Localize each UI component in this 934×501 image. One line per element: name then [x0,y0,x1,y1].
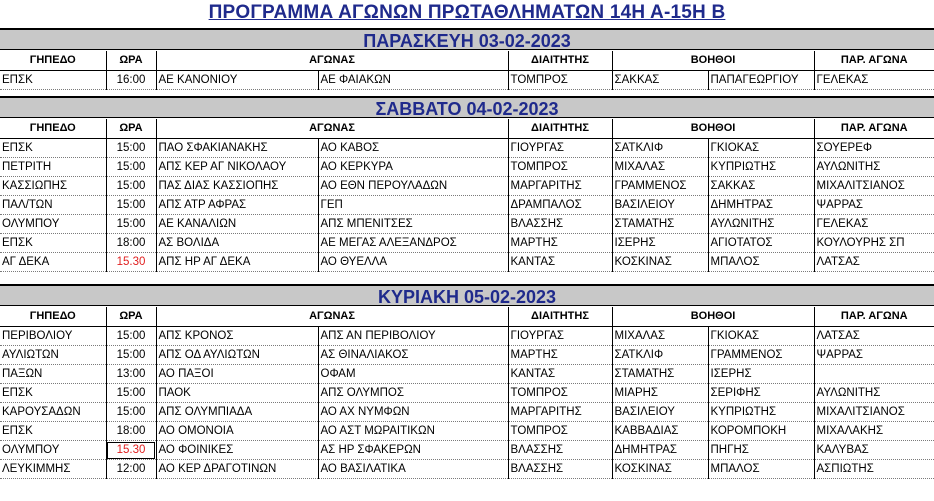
referee-cell: ΓΙΟΥΡΓΑΣ [508,326,612,345]
assistant2-cell: ΙΣΕΡΗΣ [708,364,814,383]
assistant2-cell: ΣΕΡΙΦΗΣ [708,383,814,402]
home-team-cell: ΠΑΣ ΔΙΑΣ ΚΑΣΣΙΟΠΗΣ [156,176,318,195]
referee-cell: ΜΑΡΤΗΣ [508,234,612,253]
observer-cell: ΛΑΤΣΑΣ [814,326,934,345]
home-team-cell: ΑΠΣ ΚΕΡ ΑΓ ΝΙΚΟΛΑΟΥ [156,157,318,176]
referee-cell: ΤΟΜΠΡΟΣ [508,422,612,441]
header-match: ΑΓΩΝΑΣ [156,307,508,326]
time-cell: 18:00 [106,234,156,253]
header-observer: ΠΑΡ. ΑΓΩΝΑ [814,119,934,138]
referee-cell: ΜΑΡΓΑΡΙΤΗΣ [508,402,612,421]
away-team-cell: ΑΟ ΒΑΣΙΛΑΤΙΚΑ [318,460,508,479]
observer-cell: ΨΑΡΡΑΣ [814,345,934,364]
home-team-cell: ΑΠΣ ΗΡ ΑΓ ΔΕΚΑ [156,253,318,272]
header-referee: ΔΙΑΙΤΗΤΗΣ [508,51,612,70]
away-team-cell: ΑΟ ΚΑΒΟΣ [318,138,508,157]
assistant1-cell: ΜΙΧΑΛΑΣ [612,326,708,345]
header-observer: ΠΑΡ. ΑΓΩΝΑ [814,51,934,70]
observer-cell: ΚΑΛΥΒΑΣ [814,441,934,460]
header-assistants: ΒΟΗΘΟΙ [612,51,814,70]
referee-cell: ΒΛΑΣΣΗΣ [508,214,612,233]
referee-cell: ΤΟΜΠΡΟΣ [508,157,612,176]
match-table [0,119,934,272]
venue-cell: ΕΠΣΚ [0,70,106,89]
match-row [0,460,934,479]
match-row [0,253,934,272]
time-cell: 13:00 [106,364,156,383]
assistant1-cell: ΒΑΣΙΛΕΙΟΥ [612,195,708,214]
home-team-cell: ΑΕ ΚΑΝΟΝΙΟΥ [156,70,318,89]
assistant2-cell: ΠΑΠΑΓΕΩΡΓΙΟΥ [708,70,814,89]
observer-cell: ΨΑΡΡΑΣ [814,195,934,214]
header-venue: ΓΗΠΕΔΟ [0,307,106,326]
time-cell: 15:00 [106,214,156,233]
venue-cell: ΟΛΥΜΠΟΥ [0,441,106,460]
away-team-cell: ΑΠΣ ΑΝ ΠΕΡΙΒΟΛΙΟΥ [318,326,508,345]
venue-cell: ΕΠΣΚ [0,383,106,402]
match-row [0,195,934,214]
assistant1-cell: ΙΣΕΡΗΣ [612,234,708,253]
time-cell: 15:00 [106,195,156,214]
match-row [0,70,934,89]
match-row [0,214,934,233]
referee-cell: ΒΛΑΣΣΗΣ [508,441,612,460]
observer-cell: ΛΑΤΣΑΣ [814,253,934,272]
assistant1-cell: ΚΟΣΚΙΝΑΣ [612,460,708,479]
match-table [0,307,934,479]
assistant2-cell: ΚΥΠΡΙΩΤΗΣ [708,402,814,421]
home-team-cell: ΑΠΣ ΑΤΡ ΑΦΡΑΣ [156,195,318,214]
assistant2-cell: ΓΚΙΟΚΑΣ [708,326,814,345]
assistant1-cell: ΓΡΑΜΜΕΝΟΣ [612,176,708,195]
assistant2-cell: ΔΗΜΗΤΡΑΣ [708,195,814,214]
assistant1-cell: ΒΑΣΙΛΕΙΟΥ [612,402,708,421]
away-team-cell: ΑΣ ΗΡ ΣΦΑΚΕΡΩΝ [318,441,508,460]
match-row [0,234,934,253]
away-team-cell: ΑΕ ΦΑΙΑΚΩΝ [318,70,508,89]
column-header-row [0,51,934,70]
observer-cell: ΑΥΛΩΝΙΤΗΣ [814,157,934,176]
header-referee: ΔΙΑΙΤΗΤΗΣ [508,119,612,138]
assistant1-cell: ΚΑΒΒΑΔΙΑΣ [612,422,708,441]
assistant2-cell: ΑΥΛΩΝΙΤΗΣ [708,214,814,233]
observer-cell: ΜΙΧΑΛΙΤΣΙΑΝΟΣ [814,402,934,421]
home-team-cell: ΑΟ ΦΟΙΝΙΚΕΣ [156,441,318,460]
match-row [0,383,934,402]
observer-cell: ΚΟΥΛΟΥΡΗΣ ΣΠ [814,234,934,253]
referee-cell: ΜΑΡΤΗΣ [508,345,612,364]
home-team-cell: ΑΣ ΒΟΛΙΔΑ [156,234,318,253]
time-cell: 15.30 [106,441,156,460]
venue-cell: ΠΕΡΙΒΟΛΙΟΥ [0,326,106,345]
home-team-cell: ΑΠΣ ΟΔ ΑΥΛΙΩΤΩΝ [156,345,318,364]
time-cell: 15:00 [106,326,156,345]
venue-cell: ΠΑΛ/ΤΩΝ [0,195,106,214]
assistant1-cell: ΣΤΑΜΑΤΗΣ [612,214,708,233]
venue-cell: ΚΑΣΣΙΩΠΗΣ [0,176,106,195]
away-team-cell: ΑΕ ΜΕΓΑΣ ΑΛΕΞΑΝΔΡΟΣ [318,234,508,253]
match-table [0,51,934,90]
observer-cell [814,364,934,383]
header-venue: ΓΗΠΕΔΟ [0,119,106,138]
home-team-cell: ΑΟ ΟΜΟΝΟΙΑ [156,422,318,441]
assistant2-cell: ΜΠΑΛΟΣ [708,460,814,479]
day-header: ΣΑΒΒΑΤΟ 04-02-2023 [0,96,934,118]
away-team-cell: ΑΠΣ ΜΠΕΝΙΤΣΕΣ [318,214,508,233]
venue-cell: ΛΕΥΚΙΜΜΗΣ [0,460,106,479]
match-row [0,345,934,364]
assistant1-cell: ΔΗΜΗΤΡΑΣ [612,441,708,460]
assistant2-cell: ΜΠΑΛΟΣ [708,253,814,272]
header-observer: ΠΑΡ. ΑΓΩΝΑ [814,307,934,326]
observer-cell: ΜΙΧΑΛΑΚΗΣ [814,422,934,441]
match-row [0,138,934,157]
time-cell: 15.30 [106,253,156,272]
observer-cell: ΓΕΛΕΚΑΣ [814,70,934,89]
match-row [0,441,934,460]
referee-cell: ΜΑΡΓΑΡΙΤΗΣ [508,176,612,195]
header-time: ΩΡΑ [106,307,156,326]
header-time: ΩΡΑ [106,51,156,70]
page-title: ΠΡΟΓΡΑΜΜΑ ΑΓΩΝΩΝ ΠΡΩΤΑΘΛΗΜΑΤΩΝ 14Η Α-15Η Β [208,2,726,23]
referee-cell: ΒΛΑΣΣΗΣ [508,460,612,479]
time-cell: 15:00 [106,157,156,176]
home-team-cell: ΑΟ ΠΑΞΟΙ [156,364,318,383]
away-team-cell: ΟΦΑΜ [318,364,508,383]
match-row [0,422,934,441]
observer-cell: ΑΥΛΩΝΙΤΗΣ [814,383,934,402]
match-row [0,326,934,345]
observer-cell: ΑΣΠΙΩΤΗΣ [814,460,934,479]
assistant2-cell: ΚΟΡΟΜΠΟΚΗ [708,422,814,441]
assistant1-cell: ΚΟΣΚΙΝΑΣ [612,253,708,272]
home-team-cell: ΑΠΣ ΟΛΥΜΠΙΑΔΑ [156,402,318,421]
referee-cell: ΚΑΝΤΑΣ [508,253,612,272]
observer-cell: ΜΙΧΑΛΙΤΣΙΑΝΟΣ [814,176,934,195]
header-venue: ΓΗΠΕΔΟ [0,51,106,70]
match-row [0,402,934,421]
venue-cell: ΠΕΤΡΙΤΗ [0,157,106,176]
assistant1-cell: ΜΙΑΡΗΣ [612,383,708,402]
time-cell: 15:00 [106,138,156,157]
assistant1-cell: ΣΑΚΚΑΣ [612,70,708,89]
venue-cell: ΚΑΡΟΥΣΑΔΩΝ [0,402,106,421]
referee-cell: ΚΑΝΤΑΣ [508,364,612,383]
home-team-cell: ΑΟ ΚΕΡ ΔΡΑΓΟΤΙΝΩΝ [156,460,318,479]
referee-cell: ΤΟΜΠΡΟΣ [508,70,612,89]
referee-cell: ΤΟΜΠΡΟΣ [508,383,612,402]
home-team-cell: ΑΠΣ ΚΡΟΝΟΣ [156,326,318,345]
away-team-cell: ΑΣ ΘΙΝΑΛΙΑΚΟΣ [318,345,508,364]
match-row [0,364,934,383]
day-header: ΚΥΡΙΑΚΗ 05-02-2023 [0,284,934,306]
away-team-cell: ΑΟ ΑΣΤ ΜΩΡΑΙΤΙΚΩΝ [318,422,508,441]
referee-cell: ΓΙΟΥΡΓΑΣ [508,138,612,157]
assistant2-cell: ΣΑΚΚΑΣ [708,176,814,195]
venue-cell: ΑΥΛΙΩΤΩΝ [0,345,106,364]
home-team-cell: ΠΑΟ ΣΦΑΚΙΑΝΑΚΗΣ [156,138,318,157]
assistant2-cell: ΚΥΠΡΙΩΤΗΣ [708,157,814,176]
home-team-cell: ΠΑΟΚ [156,383,318,402]
time-cell: 15:00 [106,176,156,195]
away-team-cell: ΑΟ ΚΕΡΚΥΡΑ [318,157,508,176]
venue-cell: ΟΛΥΜΠΟΥ [0,214,106,233]
assistant1-cell: ΜΙΧΑΛΑΣ [612,157,708,176]
venue-cell: ΠΑΞΩΝ [0,364,106,383]
assistant1-cell: ΣΑΤΚΛΙΦ [612,138,708,157]
header-match: ΑΓΩΝΑΣ [156,119,508,138]
day-header: ΠΑΡΑΣΚΕΥΗ 03-02-2023 [0,28,934,50]
assistant2-cell: ΓΚΙΟΚΑΣ [708,138,814,157]
observer-cell: ΣΟΥΕΡΕΦ [814,138,934,157]
venue-cell: ΕΠΣΚ [0,138,106,157]
assistant1-cell: ΣΤΑΜΑΤΗΣ [612,364,708,383]
away-team-cell: ΑΠΣ ΟΛΥΜΠΟΣ [318,383,508,402]
home-team-cell: ΑΕ ΚΑΝΑΛΙΩΝ [156,214,318,233]
time-cell: 15:00 [106,345,156,364]
header-time: ΩΡΑ [106,119,156,138]
time-cell: 18:00 [106,422,156,441]
away-team-cell: ΓΕΠ [318,195,508,214]
time-cell: 15:00 [106,383,156,402]
match-row [0,157,934,176]
assistant2-cell: ΑΓΙΟΤΑΤΟΣ [708,234,814,253]
away-team-cell: ΑΟ ΑΧ ΝΥΜΦΩΝ [318,402,508,421]
observer-cell: ΓΕΛΕΚΑΣ [814,214,934,233]
time-cell: 12:00 [106,460,156,479]
time-cell: 15:00 [106,402,156,421]
venue-cell: ΑΓ ΔΕΚΑ [0,253,106,272]
assistant2-cell: ΠΗΓΗΣ [708,441,814,460]
time-cell: 16:00 [106,70,156,89]
away-team-cell: ΑΟ ΘΥΕΛΛΑ [318,253,508,272]
venue-cell: ΕΠΣΚ [0,234,106,253]
header-assistants: ΒΟΗΘΟΙ [612,119,814,138]
header-referee: ΔΙΑΙΤΗΤΗΣ [508,307,612,326]
column-header-row [0,307,934,326]
column-header-row [0,119,934,138]
assistant2-cell: ΓΡΑΜΜΕΝΟΣ [708,345,814,364]
match-row [0,176,934,195]
assistant1-cell: ΣΑΤΚΛΙΦ [612,345,708,364]
away-team-cell: ΑΟ ΕΘΝ ΠΕΡΟΥΛΑΔΩΝ [318,176,508,195]
header-match: ΑΓΩΝΑΣ [156,51,508,70]
header-assistants: ΒΟΗΘΟΙ [612,307,814,326]
referee-cell: ΔΡΑΜΠΑΛΟΣ [508,195,612,214]
venue-cell: ΕΠΣΚ [0,422,106,441]
